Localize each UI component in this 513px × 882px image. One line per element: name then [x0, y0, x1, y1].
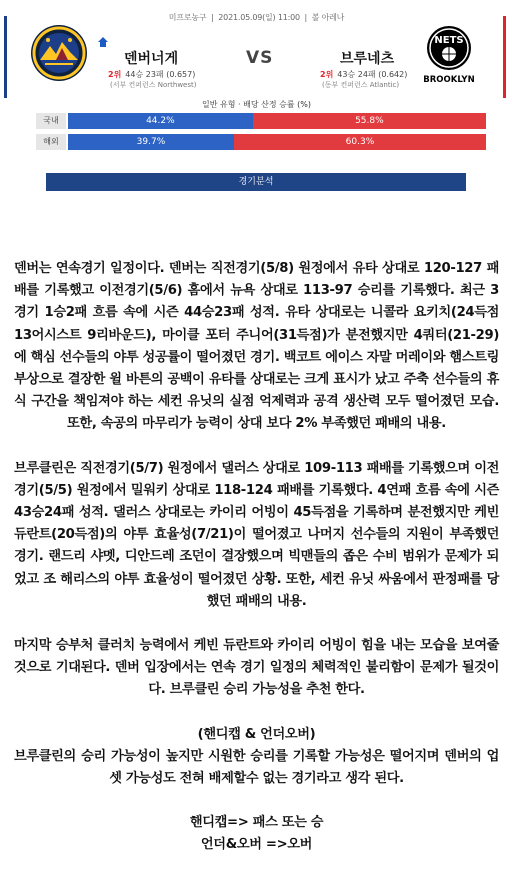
stats-title: 일반 유형 · 배당 산정 승률 (%) [202, 100, 311, 109]
analysis-button[interactable]: 경기분석 [46, 173, 466, 191]
home-record-text: 44승 23패 (0.657) [125, 70, 196, 79]
home-win-bar: 39.7% [68, 134, 234, 150]
pick-handicap: 핸디캡=> 패스 또는 승 [189, 815, 324, 831]
away-rank: 2위 [320, 70, 334, 79]
nets-logo-bottom-text: BROOKLYN [423, 75, 475, 85]
article-paragraph-handicap: 브루클린의 승리 가능성이 높지만 시원한 승리를 기록할 가능성은 떨어지며 덴버의 업셋 가능성도 전혀 배제할수 없는 경기라고 생각 된다. [14, 748, 499, 787]
stat-row-label: 국내 [36, 113, 66, 129]
stat-row-label: 해외 [36, 134, 66, 150]
stats-rows [36, 113, 486, 155]
home-conference: (서부 컨퍼런스 Northwest) [110, 81, 197, 89]
away-accent-bar [503, 16, 506, 98]
away-conference: (동부 컨퍼런스 Atlantic) [322, 81, 400, 89]
league-label: 미프로농구 [168, 13, 207, 22]
match-meta: 미프로농구 | 2021.05.09(일) 11:00 | 볼 아레나 [168, 13, 345, 22]
home-team-name: 덴버너게 [124, 51, 179, 67]
article-paragraph-away: 브루클린은 직전경기(5/7) 원정에서 댈러스 상대로 109-113 패배를 기록했으며 이전경기(5/5) 원정에서 밀워키 상대로 118-124 패배를 기록했다. 4연패 흐름 속에 시즌 43승24패 성적. 댈러스 상대로는 카이리 어빙이 45득점을 기록하며 분전했지만 케빈 듀란트(20득점)의 야투 효율성(7/21)이 떨어졌고 나머지 선수들의 지원이 부족했던 경기. 랜드리 샤멧, 디안드레 조던이 결장했으며 빅맨들의 좁은 수비 범위가 문제가 되었고 조 해리스의 야투 효율성이 떨어졌던 상황. 또한, 세컨 유닛 싸움에서 판정패를 당했던 패배의 내용. [14, 460, 499, 609]
nets-logo-icon [420, 24, 478, 86]
stat-row [36, 113, 486, 129]
pick-overunder: 언더&오버 =>오버 [200, 837, 313, 853]
nuggets-logo-icon [30, 24, 88, 82]
home-icon [97, 33, 109, 45]
stat-bar [68, 113, 486, 129]
away-win-bar: 60.3% [234, 134, 486, 150]
article-paragraph-home: 덴버는 연속경기 일정이다. 덴버는 직전경기(5/8) 원정에서 유타 상대로 120-127 패배를 기록했고 이전경기(5/6) 홈에서 뉴욕 상대로 113-97 승리를 기록했다. 최근 3경기 1승2패 흐름 속에 시즌 44승23패 성적. 유타 상대로는 니콜라 요키치(24득점 13어시스트 9리바운드), 마이클 포터 주니어(31득점)가 분전했지만 4쿼터(21-29)에 핵심 선수들의 야투 성공률이 떨어졌던 경기. 백코트 에이스 자말 머레이와 햄스트링 부상으로 결장한 윌 바튼의 공백이 유타를 상대로는 크게 표시가 났고 주축 선수들의 휴식 구간을 책임져야 하는 세컨 유닛의 실점 억제력과 공격 생산력 모두 떨어졌던 모습. 또한, 속공의 마무리가 능력이 상대 보다 2% 부족했던 패배의 내용. [14, 261, 499, 432]
vs-label: VS [246, 48, 274, 68]
stat-bar [68, 134, 486, 150]
away-team-name: 브루네츠 [340, 51, 395, 67]
home-accent-bar [4, 16, 7, 98]
match-card [0, 0, 513, 200]
nets-logo-top-text: NETS [434, 35, 464, 46]
away-win-bar: 55.8% [253, 113, 486, 129]
away-record-text: 43승 24패 (0.642) [337, 70, 408, 79]
article-paragraph-prediction: 마지막 승부처 클러치 능력에서 케빈 듀란트와 카이리 어빙이 힘을 내는 모습을 보여줄 것으로 기대된다. 덴버 입장에서는 연속 경기 일정의 체력적인 불리함이 문제가 될것이다. 브루클린 승리 가능성을 추천 한다. [14, 638, 499, 698]
match-venue: 볼 아레나 [311, 13, 345, 22]
home-rank: 2위 [108, 70, 122, 79]
home-win-bar: 44.2% [68, 113, 253, 129]
match-datetime: 2021.05.09(일) 11:00 [218, 13, 300, 22]
away-record [320, 69, 407, 80]
home-record [108, 69, 195, 80]
article-body [14, 258, 499, 857]
stat-row [36, 134, 486, 150]
handicap-title: (핸디캡 & 언더오버) [197, 726, 316, 742]
